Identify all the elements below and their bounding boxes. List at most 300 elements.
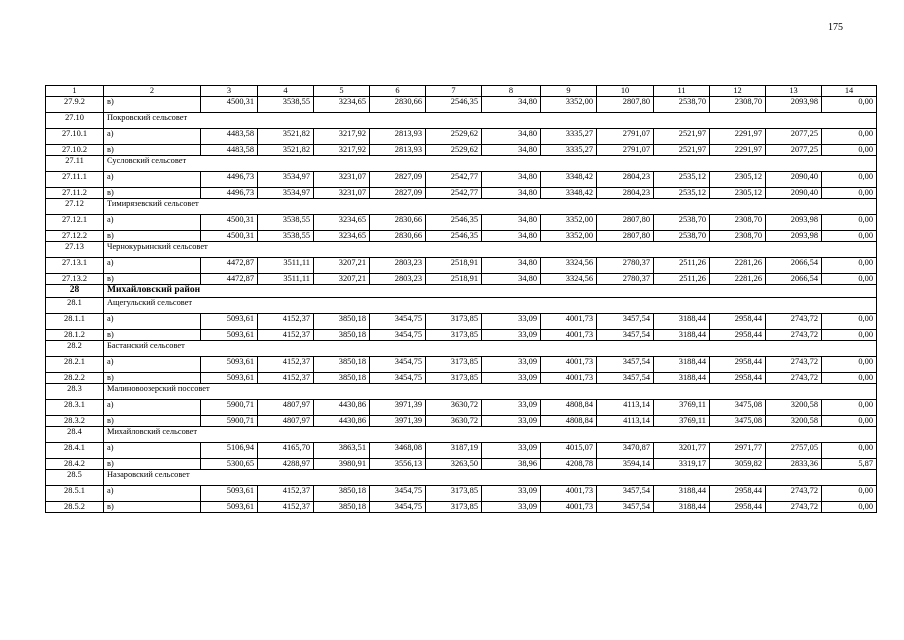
row-code: 28.4	[46, 427, 104, 443]
value-cell: 3335,27	[541, 145, 597, 156]
value-cell: 3217,92	[314, 145, 370, 156]
row-code: 27.11.2	[46, 188, 104, 199]
value-cell: 3188,44	[654, 373, 710, 384]
value-cell: 5106,94	[201, 443, 258, 459]
table-body	[46, 86, 877, 513]
value-cell: 2291,97	[710, 129, 766, 145]
value-cell: 2743,72	[766, 330, 822, 341]
value-cell: 2538,70	[654, 215, 710, 231]
value-cell: 4001,73	[541, 357, 597, 373]
row-label: в)	[104, 274, 201, 285]
value-cell: 4807,97	[258, 400, 314, 416]
value-cell: 2308,70	[710, 215, 766, 231]
row-code: 28.4.1	[46, 443, 104, 459]
value-cell: 3971,39	[370, 400, 426, 416]
value-cell: 4152,37	[258, 330, 314, 341]
value-cell: 2538,70	[654, 97, 710, 113]
value-cell: 2813,93	[370, 145, 426, 156]
column-number-header-row	[46, 86, 877, 97]
value-cell: 2535,12	[654, 172, 710, 188]
value-cell: 0,00	[822, 215, 877, 231]
value-cell: 3231,07	[314, 172, 370, 188]
value-cell: 4483,58	[201, 145, 258, 156]
value-cell: 3200,58	[766, 400, 822, 416]
row-code: 27.12	[46, 199, 104, 215]
value-cell: 33,09	[482, 373, 541, 384]
value-cell: 3231,07	[314, 188, 370, 199]
section-name: Бастанский сельсовет	[104, 341, 877, 357]
value-cell: 3454,75	[370, 314, 426, 330]
row-label: в)	[104, 231, 201, 242]
value-cell: 3348,42	[541, 188, 597, 199]
value-cell: 2813,93	[370, 129, 426, 145]
value-cell: 2090,40	[766, 188, 822, 199]
row-code: 28.2.1	[46, 357, 104, 373]
section-row	[46, 298, 877, 314]
value-cell: 3188,44	[654, 330, 710, 341]
value-cell: 0,00	[822, 274, 877, 285]
row-label: а)	[104, 486, 201, 502]
value-cell: 2958,44	[710, 330, 766, 341]
value-cell: 2830,66	[370, 97, 426, 113]
value-cell: 2542,77	[426, 172, 482, 188]
value-cell: 3188,44	[654, 486, 710, 502]
section-row	[46, 113, 877, 129]
table-row	[46, 330, 877, 341]
value-cell: 3352,00	[541, 231, 597, 242]
value-cell: 2542,77	[426, 188, 482, 199]
section-name: Михайловский сельсовет	[104, 427, 877, 443]
row-code: 27.10.1	[46, 129, 104, 145]
row-code: 28.1.1	[46, 314, 104, 330]
value-cell: 2305,12	[710, 188, 766, 199]
value-cell: 2803,23	[370, 258, 426, 274]
row-label: а)	[104, 400, 201, 416]
section-name: Ащегульский сельсовет	[104, 298, 877, 314]
row-code: 27.9.2	[46, 97, 104, 113]
row-code: 28.5.1	[46, 486, 104, 502]
value-cell: 2308,70	[710, 97, 766, 113]
section-name: Чернокурьинский сельсовет	[104, 242, 877, 258]
value-cell: 3511,11	[258, 258, 314, 274]
row-label: в)	[104, 330, 201, 341]
value-cell: 2743,72	[766, 373, 822, 384]
value-cell: 0,00	[822, 416, 877, 427]
table-row	[46, 373, 877, 384]
value-cell: 0,00	[822, 330, 877, 341]
column-number-header: 11	[654, 86, 710, 97]
value-cell: 3971,39	[370, 416, 426, 427]
value-cell: 2791,07	[597, 145, 654, 156]
column-number-header: 14	[822, 86, 877, 97]
value-cell: 5093,61	[201, 502, 258, 513]
tariff-table	[45, 85, 877, 513]
value-cell: 34,80	[482, 215, 541, 231]
value-cell: 0,00	[822, 97, 877, 113]
value-cell: 2066,54	[766, 258, 822, 274]
column-number-header: 1	[46, 86, 104, 97]
row-code: 28.2	[46, 341, 104, 357]
table-row	[46, 502, 877, 513]
row-label: а)	[104, 357, 201, 373]
column-number-header: 13	[766, 86, 822, 97]
row-code: 28.1.2	[46, 330, 104, 341]
value-cell: 2780,37	[597, 274, 654, 285]
value-cell: 3454,75	[370, 502, 426, 513]
section-row	[46, 156, 877, 172]
value-cell: 2743,72	[766, 357, 822, 373]
value-cell: 5093,61	[201, 357, 258, 373]
value-cell: 3534,97	[258, 172, 314, 188]
value-cell: 2958,44	[710, 357, 766, 373]
value-cell: 4472,87	[201, 258, 258, 274]
value-cell: 2535,12	[654, 188, 710, 199]
value-cell: 3188,44	[654, 502, 710, 513]
section-row	[46, 427, 877, 443]
value-cell: 3173,85	[426, 373, 482, 384]
row-label: в)	[104, 502, 201, 513]
value-cell: 0,00	[822, 172, 877, 188]
value-cell: 3538,55	[258, 215, 314, 231]
value-cell: 3234,65	[314, 97, 370, 113]
value-cell: 3850,18	[314, 330, 370, 341]
row-label: а)	[104, 172, 201, 188]
section-name: Малиновоозерский поссовет	[104, 384, 877, 400]
value-cell: 33,09	[482, 314, 541, 330]
value-cell: 3850,18	[314, 502, 370, 513]
row-code: 28.1	[46, 298, 104, 314]
value-cell: 34,80	[482, 231, 541, 242]
value-cell: 2804,23	[597, 172, 654, 188]
page-number: 175	[828, 22, 843, 33]
value-cell: 4483,58	[201, 129, 258, 145]
value-cell: 3630,72	[426, 400, 482, 416]
value-cell: 4152,37	[258, 502, 314, 513]
value-cell: 0,00	[822, 145, 877, 156]
row-label: а)	[104, 215, 201, 231]
value-cell: 2743,72	[766, 486, 822, 502]
value-cell: 2780,37	[597, 258, 654, 274]
value-cell: 2958,44	[710, 373, 766, 384]
value-cell: 4001,73	[541, 486, 597, 502]
value-cell: 3594,14	[597, 459, 654, 470]
column-number-header: 10	[597, 86, 654, 97]
value-cell: 3173,85	[426, 314, 482, 330]
value-cell: 3187,19	[426, 443, 482, 459]
value-cell: 4496,73	[201, 172, 258, 188]
value-cell: 4001,73	[541, 373, 597, 384]
value-cell: 5093,61	[201, 330, 258, 341]
value-cell: 0,00	[822, 400, 877, 416]
section-row	[46, 341, 877, 357]
row-label: в)	[104, 459, 201, 470]
section-row	[46, 242, 877, 258]
column-number-header: 3	[201, 86, 258, 97]
row-code: 28.3.1	[46, 400, 104, 416]
row-label: а)	[104, 258, 201, 274]
value-cell: 4152,37	[258, 357, 314, 373]
value-cell: 4808,84	[541, 416, 597, 427]
value-cell: 4001,73	[541, 502, 597, 513]
row-code: 28.3	[46, 384, 104, 400]
row-code: 27.10	[46, 113, 104, 129]
value-cell: 4472,87	[201, 274, 258, 285]
table-row	[46, 357, 877, 373]
table-row	[46, 215, 877, 231]
value-cell: 3454,75	[370, 373, 426, 384]
value-cell: 33,09	[482, 400, 541, 416]
row-code: 27.12.2	[46, 231, 104, 242]
value-cell: 0,00	[822, 357, 877, 373]
value-cell: 4500,31	[201, 231, 258, 242]
value-cell: 3475,08	[710, 416, 766, 427]
table-row	[46, 231, 877, 242]
table-row	[46, 188, 877, 199]
column-number-header: 2	[104, 86, 201, 97]
table-row	[46, 145, 877, 156]
value-cell: 2830,66	[370, 231, 426, 242]
row-code: 28.5	[46, 470, 104, 486]
value-cell: 3556,13	[370, 459, 426, 470]
value-cell: 2827,09	[370, 172, 426, 188]
value-cell: 4165,70	[258, 443, 314, 459]
row-code: 27.13.1	[46, 258, 104, 274]
row-code: 28.2.2	[46, 373, 104, 384]
table-row	[46, 486, 877, 502]
value-cell: 2093,98	[766, 97, 822, 113]
value-cell: 3324,56	[541, 274, 597, 285]
value-cell: 3173,85	[426, 486, 482, 502]
value-cell: 4500,31	[201, 97, 258, 113]
value-cell: 2757,05	[766, 443, 822, 459]
value-cell: 2804,23	[597, 188, 654, 199]
value-cell: 2971,77	[710, 443, 766, 459]
row-code: 28.3.2	[46, 416, 104, 427]
row-code: 27.13	[46, 242, 104, 258]
row-label: а)	[104, 129, 201, 145]
value-cell: 2305,12	[710, 172, 766, 188]
value-cell: 2518,91	[426, 274, 482, 285]
table-row	[46, 274, 877, 285]
table-row	[46, 459, 877, 470]
column-number-header: 7	[426, 86, 482, 97]
row-code: 28.4.2	[46, 459, 104, 470]
value-cell: 0,00	[822, 231, 877, 242]
value-cell: 3173,85	[426, 330, 482, 341]
value-cell: 3769,11	[654, 400, 710, 416]
value-cell: 33,09	[482, 486, 541, 502]
value-cell: 33,09	[482, 502, 541, 513]
value-cell: 4152,37	[258, 373, 314, 384]
value-cell: 3534,97	[258, 188, 314, 199]
row-label: а)	[104, 443, 201, 459]
value-cell: 4015,07	[541, 443, 597, 459]
table-row	[46, 129, 877, 145]
value-cell: 38,96	[482, 459, 541, 470]
row-code: 27.10.2	[46, 145, 104, 156]
value-cell: 2546,35	[426, 97, 482, 113]
value-cell: 2511,26	[654, 274, 710, 285]
value-cell: 4288,97	[258, 459, 314, 470]
value-cell: 3521,82	[258, 129, 314, 145]
value-cell: 3769,11	[654, 416, 710, 427]
value-cell: 2281,26	[710, 258, 766, 274]
value-cell: 3188,44	[654, 314, 710, 330]
row-code: 28.5.2	[46, 502, 104, 513]
value-cell: 0,00	[822, 502, 877, 513]
value-cell: 3457,54	[597, 357, 654, 373]
value-cell: 3207,21	[314, 258, 370, 274]
value-cell: 2546,35	[426, 215, 482, 231]
section-name: Назаровский сельсовет	[104, 470, 877, 486]
value-cell: 33,09	[482, 330, 541, 341]
value-cell: 2090,40	[766, 172, 822, 188]
value-cell: 2066,54	[766, 274, 822, 285]
value-cell: 2093,98	[766, 231, 822, 242]
row-code: 27.11	[46, 156, 104, 172]
value-cell: 2958,44	[710, 502, 766, 513]
value-cell: 3457,54	[597, 373, 654, 384]
value-cell: 3335,27	[541, 129, 597, 145]
value-cell: 0,00	[822, 486, 877, 502]
value-cell: 3850,18	[314, 314, 370, 330]
value-cell: 3173,85	[426, 502, 482, 513]
value-cell: 0,00	[822, 188, 877, 199]
column-number-header: 6	[370, 86, 426, 97]
value-cell: 3457,54	[597, 314, 654, 330]
value-cell: 2803,23	[370, 274, 426, 285]
value-cell: 3470,87	[597, 443, 654, 459]
value-cell: 3352,00	[541, 97, 597, 113]
value-cell: 3457,54	[597, 330, 654, 341]
value-cell: 4001,73	[541, 314, 597, 330]
value-cell: 3201,77	[654, 443, 710, 459]
value-cell: 3980,91	[314, 459, 370, 470]
value-cell: 3324,56	[541, 258, 597, 274]
value-cell: 3538,55	[258, 231, 314, 242]
value-cell: 3521,82	[258, 145, 314, 156]
value-cell: 2529,62	[426, 129, 482, 145]
value-cell: 5093,61	[201, 486, 258, 502]
section-name: Тимирязевский сельсовет	[104, 199, 877, 215]
value-cell: 33,09	[482, 416, 541, 427]
value-cell: 3630,72	[426, 416, 482, 427]
table-row	[46, 97, 877, 113]
value-cell: 2093,98	[766, 215, 822, 231]
section-row	[46, 470, 877, 486]
value-cell: 34,80	[482, 145, 541, 156]
value-cell: 3511,11	[258, 274, 314, 285]
value-cell: 2308,70	[710, 231, 766, 242]
section-row	[46, 384, 877, 400]
value-cell: 4113,14	[597, 416, 654, 427]
value-cell: 5900,71	[201, 400, 258, 416]
value-cell: 3468,08	[370, 443, 426, 459]
value-cell: 2281,26	[710, 274, 766, 285]
value-cell: 3850,18	[314, 373, 370, 384]
district-row	[46, 285, 877, 298]
value-cell: 3348,42	[541, 172, 597, 188]
column-number-header: 4	[258, 86, 314, 97]
value-cell: 5,87	[822, 459, 877, 470]
value-cell: 4113,14	[597, 400, 654, 416]
value-cell: 34,80	[482, 172, 541, 188]
value-cell: 2291,97	[710, 145, 766, 156]
section-row	[46, 199, 877, 215]
value-cell: 3173,85	[426, 357, 482, 373]
value-cell: 2958,44	[710, 314, 766, 330]
table-row	[46, 443, 877, 459]
value-cell: 33,09	[482, 357, 541, 373]
column-number-header: 8	[482, 86, 541, 97]
value-cell: 2521,97	[654, 129, 710, 145]
value-cell: 4152,37	[258, 486, 314, 502]
value-cell: 4152,37	[258, 314, 314, 330]
value-cell: 2958,44	[710, 486, 766, 502]
value-cell: 3319,17	[654, 459, 710, 470]
table-row	[46, 314, 877, 330]
value-cell: 33,09	[482, 443, 541, 459]
value-cell: 2538,70	[654, 231, 710, 242]
value-cell: 4808,84	[541, 400, 597, 416]
value-cell: 3475,08	[710, 400, 766, 416]
value-cell: 4001,73	[541, 330, 597, 341]
value-cell: 3863,51	[314, 443, 370, 459]
value-cell: 34,80	[482, 188, 541, 199]
row-code: 28	[46, 285, 104, 298]
value-cell: 4807,97	[258, 416, 314, 427]
value-cell: 3234,65	[314, 231, 370, 242]
row-label: в)	[104, 416, 201, 427]
row-code: 27.12.1	[46, 215, 104, 231]
value-cell: 3263,50	[426, 459, 482, 470]
table-row	[46, 258, 877, 274]
value-cell: 5900,71	[201, 416, 258, 427]
row-code: 27.13.2	[46, 274, 104, 285]
value-cell: 0,00	[822, 373, 877, 384]
value-cell: 3059,82	[710, 459, 766, 470]
value-cell: 34,80	[482, 129, 541, 145]
value-cell: 3454,75	[370, 486, 426, 502]
value-cell: 2529,62	[426, 145, 482, 156]
row-code: 27.11.1	[46, 172, 104, 188]
row-label: в)	[104, 97, 201, 113]
value-cell: 2521,97	[654, 145, 710, 156]
value-cell: 2546,35	[426, 231, 482, 242]
value-cell: 0,00	[822, 258, 877, 274]
value-cell: 4208,78	[541, 459, 597, 470]
column-number-header: 5	[314, 86, 370, 97]
value-cell: 2807,80	[597, 215, 654, 231]
value-cell: 2830,66	[370, 215, 426, 231]
table-row	[46, 416, 877, 427]
value-cell: 3352,00	[541, 215, 597, 231]
value-cell: 5093,61	[201, 373, 258, 384]
value-cell: 3850,18	[314, 486, 370, 502]
value-cell: 2743,72	[766, 502, 822, 513]
value-cell: 4430,86	[314, 416, 370, 427]
value-cell: 4430,86	[314, 400, 370, 416]
value-cell: 4500,31	[201, 215, 258, 231]
value-cell: 0,00	[822, 443, 877, 459]
value-cell: 0,00	[822, 129, 877, 145]
district-name: Михайловский район	[104, 285, 877, 298]
value-cell: 2833,36	[766, 459, 822, 470]
value-cell: 2827,09	[370, 188, 426, 199]
value-cell: 34,80	[482, 97, 541, 113]
value-cell: 34,80	[482, 258, 541, 274]
value-cell: 2807,80	[597, 231, 654, 242]
